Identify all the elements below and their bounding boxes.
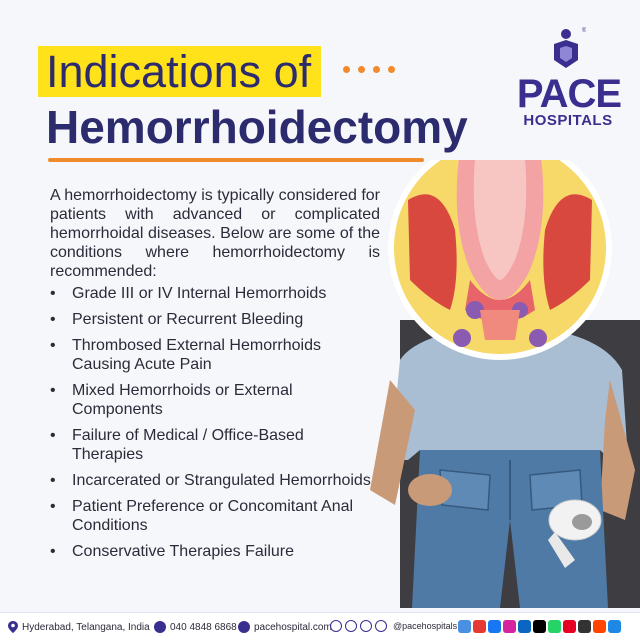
location-pin-icon (8, 621, 18, 633)
footer-location (8, 621, 150, 633)
orange-dots-decoration (343, 66, 397, 74)
list-item-text: Failure of Medical / Office-Based Therapies (72, 427, 304, 463)
list-item (46, 336, 376, 374)
bullet: • (50, 285, 56, 302)
pace-hospitals-logo (512, 24, 622, 129)
title-line-1 (38, 44, 321, 100)
link-icon[interactable] (330, 620, 342, 632)
logo-wordmark: PACE (516, 72, 622, 116)
linkedin-icon[interactable] (518, 620, 531, 633)
left-hand (408, 474, 452, 506)
footer-bar (0, 612, 640, 640)
globe-icon (238, 621, 250, 633)
logo-subtitle: HOSPITALS (523, 112, 613, 129)
reddit-icon[interactable] (593, 620, 606, 633)
threads-icon[interactable] (578, 620, 591, 633)
facebook-icon[interactable] (488, 620, 501, 633)
list-item-text: Incarcerated or Strangulated Hemorrhoids (72, 472, 371, 489)
google-business-icon[interactable] (458, 620, 471, 633)
phone-icon (154, 621, 166, 633)
link-icon[interactable] (375, 620, 387, 632)
list-item (46, 497, 376, 535)
footer-handle-text: @pacehospitals (393, 621, 458, 631)
bullet: • (50, 472, 56, 489)
footer-phone[interactable] (154, 621, 237, 633)
list-item-text: Mixed Hemorrhoids or External Components (72, 382, 293, 418)
footer-location-text: Hyderabad, Telangana, India (22, 621, 150, 633)
list-item-text: Persistent or Recurrent Bleeding (72, 311, 304, 328)
link-icon[interactable] (345, 620, 357, 632)
youtube-icon[interactable] (473, 620, 486, 633)
list-item (46, 310, 376, 329)
whatsapp-icon[interactable] (548, 620, 561, 633)
list-item-text: Grade III or IV Internal Hemorrhoids (72, 285, 327, 302)
list-item-text: Conservative Therapies Failure (72, 543, 295, 560)
footer-handle[interactable] (393, 621, 457, 631)
telegram-icon[interactable] (608, 620, 621, 633)
list-item (46, 542, 376, 561)
footer-phone-text: 040 4848 6868 (170, 621, 237, 633)
title-line-2: Hemorrhoidectomy (46, 101, 468, 153)
instagram-icon[interactable] (503, 620, 516, 633)
pinterest-icon[interactable] (563, 620, 576, 633)
registered-mark: ® (582, 28, 586, 34)
bullet: • (50, 427, 56, 444)
list-item-text: Thrombosed External Hemorrhoids Causing Acute Pain (72, 337, 321, 373)
list-item (46, 284, 376, 303)
list-item (46, 381, 376, 419)
patient-illustration (360, 160, 640, 608)
logo-mark-icon (546, 26, 586, 70)
bullet: • (50, 498, 56, 515)
list-item (46, 426, 376, 464)
list-item (46, 471, 376, 490)
intro-paragraph: A hemorrhoidectomy is typically considered for patients with advanced or complicated hemorrhoidal diseases. Below are some of the conditions where hemorrhoidectomy is recommended: (50, 187, 380, 280)
title-highlight: Indications of (38, 46, 321, 97)
footer-website-text: pacehospital.com (254, 621, 332, 633)
link-icon[interactable] (360, 620, 372, 632)
bullet: • (50, 337, 56, 354)
bullet: • (50, 311, 56, 328)
bullet: • (50, 382, 56, 399)
bullet: • (50, 543, 56, 560)
indications-list (46, 284, 376, 568)
list-item-text: Patient Preference or Concomitant Anal Conditions (72, 498, 354, 534)
footer-website[interactable] (238, 621, 332, 633)
x-icon[interactable] (533, 620, 546, 633)
